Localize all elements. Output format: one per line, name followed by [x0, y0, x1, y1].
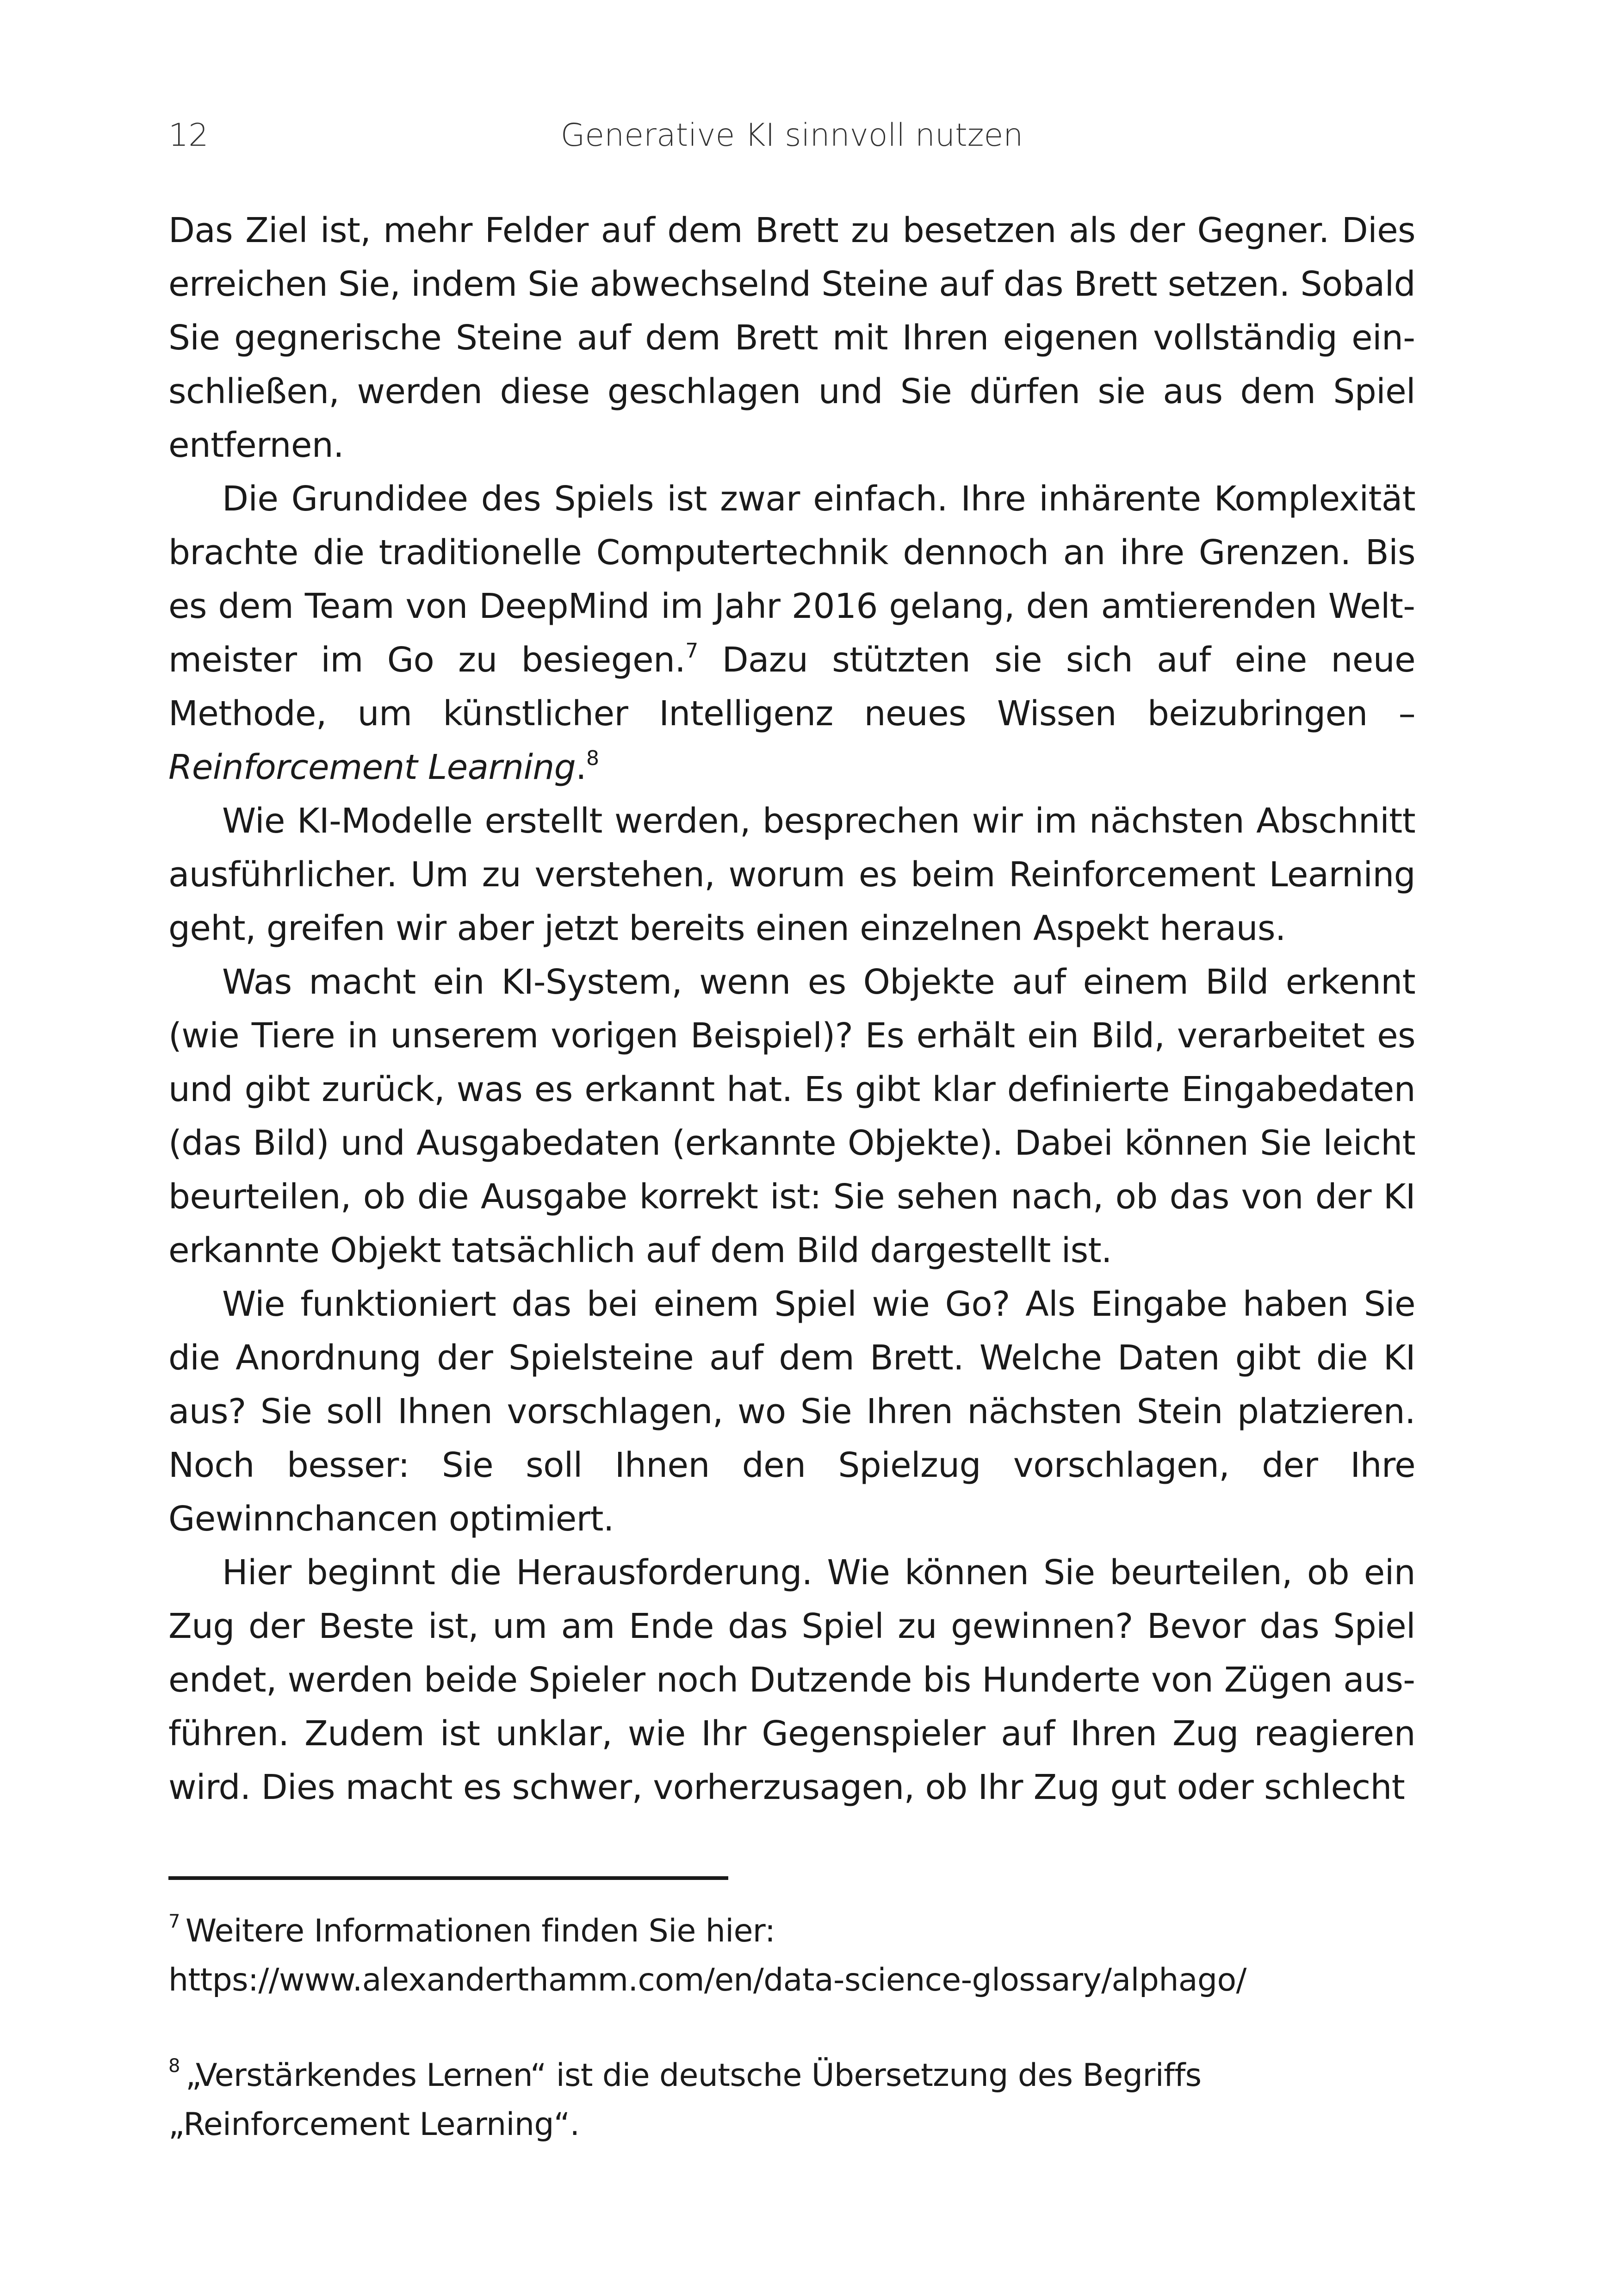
body-text — [168, 204, 1415, 1814]
paragraph-2-text-b: Dazu stützten sie sich auf eine neue Methode, um künstlicher Intelligenz neues Wissen beizubringen – — [168, 640, 1415, 734]
footnote-7-url[interactable]: https://www.alexanderthamm.com/en/data-science-glossary/alphago/ — [168, 1962, 1246, 1998]
paragraph-2 — [168, 472, 1415, 794]
footnote-7 — [168, 1907, 1415, 2005]
footnote-8-mark: 8 — [168, 2055, 180, 2077]
footnote-ref-8[interactable]: 8 — [586, 747, 599, 770]
running-head — [168, 110, 1415, 161]
footnote-8-text: „Verstärkendes Lernen“ ist die deutsche Übersetzung des Begriffs — [185, 2057, 1202, 2094]
running-title: Generative KI sinnvoll nutzen — [560, 117, 1023, 154]
paragraph-3: Wie KI-Modelle erstellt werden, besprechen wir im nächsten Abschnitt ausführlicher. Um zu verstehen, worum es beim Reinforcement Learning geht, greifen wir aber jetzt bereits einen einzelnen Aspekt heraus. — [168, 801, 1415, 948]
footnote-8 — [168, 2051, 1415, 2149]
footnote-8-line-1 — [168, 2051, 1415, 2100]
footnote-7-line-1 — [168, 1907, 1415, 1956]
paragraph-4: Was macht ein KI-System, wenn es Objekte auf einem Bild erkennt (wie Tiere in unserem vorigen Beispiel)? Es erhält ein Bild, verarbeitet es und gibt zurück, was es erkannt hat. Es gibt klar definierte Eingabedaten (das Bild) und Ausgabedaten (erkannte Objekte). Dabei können Sie leicht beurteilen, ob die Ausgabe korrekt ist: Sie sehen nach, ob das von der KI erkannte Objekt tatsächlich auf dem Bild dargestellt ist. — [168, 962, 1415, 1270]
footnote-7-mark: 7 — [168, 1911, 180, 1932]
footnotes — [168, 1907, 1415, 2196]
footnote-7-text: Weitere Informationen finden Sie hier: — [185, 1913, 775, 1949]
footnote-divider — [168, 1876, 728, 1880]
paragraph-2-text-a: Die Grundidee des Spiels ist zwar einfach. Ihre inhärente Komplexität brachte die traditionelle Computertechnik dennoch an ihre Grenzen. Bis es dem Team von DeepMind im Jahr 2016 gelang, den amtierenden Weltmeister im Go zu besiegen. — [168, 479, 1415, 680]
page-number: 12 — [168, 117, 209, 154]
paragraph-2-text-c: . — [576, 747, 587, 787]
paragraph-6: Hier beginnt die Herausforderung. Wie können Sie beurteilen, ob ein Zug der Beste ist, um am Ende das Spiel zu gewinnen? Bevor das Spiel endet, werden beide Spieler noch Dutzende bis Hunderte von Zügen ausführen. Zudem ist unklar, wie Ihr Gegenspieler auf Ihren Zug reagieren wird. Dies macht es schwer, vorherzusagen, ob Ihr Zug gut oder schlecht — [168, 1553, 1415, 1807]
footnote-ref-7[interactable]: 7 — [685, 639, 698, 663]
paragraph-1: Das Ziel ist, mehr Felder auf dem Brett zu besetzen als der Gegner. Dies erreichen Sie, indem Sie abwechselnd Steine auf das Brett setzen. Sobald Sie gegnerische Steine auf dem Brett mit Ihren eigenen vollständig einschließen, werden diese geschlagen und Sie dürfen sie aus dem Spiel entfernen. — [168, 211, 1415, 465]
footnote-8-text-2: „Reinforcement Learning“. — [168, 2106, 580, 2143]
paragraph-5: Wie funktioniert das bei einem Spiel wie Go? Als Eingabe haben Sie die Anordnung der Spielsteine auf dem Brett. Welche Daten gibt die KI aus? Sie soll Ihnen vorschlagen, wo Sie Ihren nächsten Stein platzieren. Noch besser: Sie soll Ihnen den Spielzug vorschlagen, der Ihre Gewinnchancen optimiert. — [168, 1284, 1415, 1539]
reinforcement-learning-term: Reinforcement Learning — [168, 747, 576, 787]
